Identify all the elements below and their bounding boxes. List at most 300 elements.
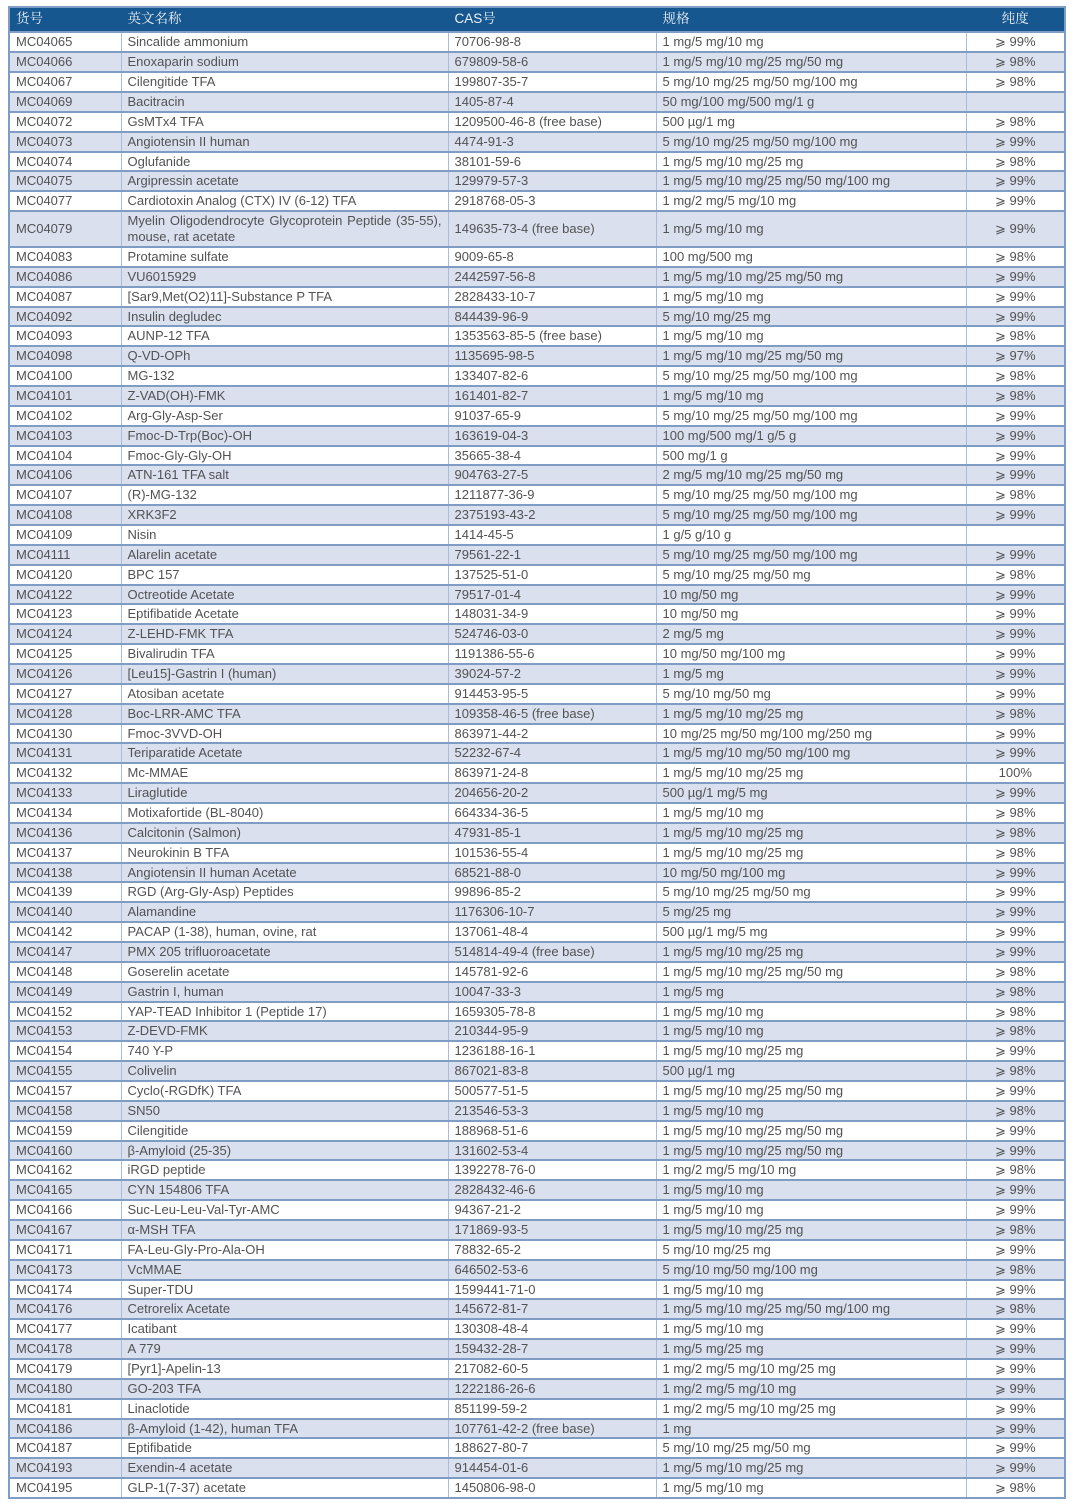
cas-cell: 863971-44-2 [448,724,656,744]
code-cell: MC04069 [9,92,121,112]
code-cell: MC04120 [9,565,121,585]
cas-cell: 107761-42-2 (free base) [448,1419,656,1439]
code-cell: MC04093 [9,326,121,346]
cas-cell: 1176306-10-7 [448,902,656,922]
purity-cell: ⩾ 99% [966,1458,1065,1478]
spec-cell: 1 mg/5 mg/10 mg [656,1002,966,1022]
purity-cell: ⩾ 98% [966,112,1065,132]
spec-cell: 1 mg/5 mg/10 mg/25 mg [656,1458,966,1478]
cas-cell: 904763-27-5 [448,465,656,485]
spec-cell: 1 mg/2 mg/5 mg/10 mg/25 mg [656,1399,966,1419]
code-cell: MC04186 [9,1419,121,1439]
code-cell: MC04122 [9,585,121,605]
cas-cell: 52232-67-4 [448,743,656,763]
name-cell: Super-TDU [121,1280,448,1300]
purity-cell: ⩾ 99% [966,783,1065,803]
spec-cell: 5 mg/10 mg/25 mg [656,307,966,327]
spec-cell: 1 mg/5 mg/10 mg/25 mg/50 mg/100 mg [656,171,966,191]
table-row [9,525,1065,545]
cas-cell: 109358-46-5 (free base) [448,704,656,724]
table-row [9,171,1065,191]
code-cell: MC04133 [9,783,121,803]
name-cell: ATN-161 TFA salt [121,465,448,485]
table-row [9,624,1065,644]
code-cell: MC04167 [9,1220,121,1240]
name-cell: Motixafortide (BL-8040) [121,803,448,823]
name-cell: Fmoc-D-Trp(Boc)-OH [121,426,448,446]
spec-cell: 10 mg/50 mg/100 mg [656,863,966,883]
table-row [9,763,1065,783]
purity-cell: ⩾ 99% [966,624,1065,644]
name-cell: Protamine sulfate [121,247,448,267]
cas-cell: 646502-53-6 [448,1260,656,1280]
purity-cell: ⩾ 99% [966,604,1065,624]
spec-cell: 1 mg/5 mg/10 mg/25 mg/50 mg [656,267,966,287]
purity-cell: ⩾ 98% [966,962,1065,982]
table-row [9,565,1065,585]
table-row [9,485,1065,505]
cas-cell: 1353563-85-5 (free base) [448,326,656,346]
table-row [9,704,1065,724]
name-cell: Bacitracin [121,92,448,112]
code-cell: MC04087 [9,287,121,307]
purity-cell: ⩾ 99% [966,1240,1065,1260]
table-row [9,922,1065,942]
code-cell: MC04152 [9,1002,121,1022]
spec-cell: 5 mg/10 mg/50 mg/100 mg [656,1260,966,1280]
code-cell: MC04108 [9,505,121,525]
table-row [9,783,1065,803]
code-cell: MC04128 [9,704,121,724]
spec-cell: 1 mg/5 mg/10 mg [656,1200,966,1220]
purity-cell: ⩾ 98% [966,1002,1065,1022]
spec-cell: 1 mg/5 mg/10 mg [656,1280,966,1300]
table-row [9,191,1065,211]
table-row [9,366,1065,386]
table-row [9,1339,1065,1359]
purity-cell: ⩾ 98% [966,565,1065,585]
table-row [9,1101,1065,1121]
code-cell: MC04149 [9,982,121,1002]
purity-cell: ⩾ 99% [966,1180,1065,1200]
purity-cell: ⩾ 99% [966,287,1065,307]
table-row [9,902,1065,922]
spec-cell: 1 mg/5 mg/10 mg/25 mg/50 mg [656,962,966,982]
spec-cell: 1 mg/5 mg/10 mg/25 mg/50 mg/100 mg [656,1299,966,1319]
name-cell: VU6015929 [121,267,448,287]
spec-cell: 1 mg/5 mg/10 mg/25 mg [656,843,966,863]
code-cell: MC04174 [9,1280,121,1300]
name-cell: Eptifibatide Acetate [121,604,448,624]
name-cell: Z-VAD(OH)-FMK [121,386,448,406]
cas-cell: 70706-98-8 [448,32,656,52]
purity-cell: ⩾ 99% [966,942,1065,962]
cas-cell: 4474-91-3 [448,132,656,152]
table-row [9,32,1065,52]
code-cell: MC04077 [9,191,121,211]
table-row [9,545,1065,565]
code-cell: MC04157 [9,1081,121,1101]
table-row [9,843,1065,863]
table-row [9,247,1065,267]
spec-cell: 100 mg/500 mg/1 g/5 g [656,426,966,446]
table-header [9,7,1065,32]
purity-cell: ⩾ 98% [966,386,1065,406]
cas-cell: 2442597-56-8 [448,267,656,287]
code-cell: MC04074 [9,152,121,172]
cas-cell: 2828433-10-7 [448,287,656,307]
column-header-spec: 规格 [656,7,966,32]
spec-cell: 1 mg/5 mg/10 mg/25 mg [656,763,966,783]
purity-cell: ⩾ 98% [966,485,1065,505]
spec-cell: 1 g/5 g/10 g [656,525,966,545]
purity-cell: ⩾ 98% [966,72,1065,92]
table-row [9,1220,1065,1240]
spec-cell: 100 mg/500 mg [656,247,966,267]
table-row [9,743,1065,763]
code-cell: MC04158 [9,1101,121,1121]
cas-cell: 91037-65-9 [448,406,656,426]
name-cell: Alarelin acetate [121,545,448,565]
cas-cell: 79561-22-1 [448,545,656,565]
code-cell: MC04178 [9,1339,121,1359]
purity-cell: ⩾ 99% [966,446,1065,466]
purity-cell: ⩾ 98% [966,1101,1065,1121]
code-cell: MC04098 [9,346,121,366]
table-row [9,962,1065,982]
purity-cell: ⩾ 99% [966,1359,1065,1379]
name-cell: Cyclo(-RGDfK) TFA [121,1081,448,1101]
code-cell: MC04066 [9,52,121,72]
table-row [9,1438,1065,1458]
cas-cell: 137061-48-4 [448,922,656,942]
cas-cell: 99896-85-2 [448,882,656,902]
code-cell: MC04104 [9,446,121,466]
code-cell: MC04125 [9,644,121,664]
name-cell: Cardiotoxin Analog (CTX) IV (6-12) TFA [121,191,448,211]
code-cell: MC04092 [9,307,121,327]
name-cell: Cilengitide TFA [121,72,448,92]
name-cell: VcMMAE [121,1260,448,1280]
name-cell: Boc-LRR-AMC TFA [121,704,448,724]
table-row [9,465,1065,485]
table-row [9,1200,1065,1220]
table-row [9,1021,1065,1041]
table-row [9,684,1065,704]
code-cell: MC04111 [9,545,121,565]
name-cell: Alamandine [121,902,448,922]
cas-cell: 1599441-71-0 [448,1280,656,1300]
cas-cell: 79517-01-4 [448,585,656,605]
cas-cell: 1659305-78-8 [448,1002,656,1022]
table-row [9,211,1065,247]
cas-cell: 133407-82-6 [448,366,656,386]
purity-cell: ⩾ 98% [966,1021,1065,1041]
name-cell: Nisin [121,525,448,545]
purity-cell [966,92,1065,112]
purity-cell: ⩾ 99% [966,1379,1065,1399]
purity-cell: ⩾ 99% [966,743,1065,763]
purity-cell: ⩾ 99% [966,684,1065,704]
table-row [9,1141,1065,1161]
code-cell: MC04086 [9,267,121,287]
cas-cell: 1405-87-4 [448,92,656,112]
code-cell: MC04193 [9,1458,121,1478]
spec-cell: 10 mg/50 mg/100 mg [656,644,966,664]
code-cell: MC04127 [9,684,121,704]
purity-cell: ⩾ 99% [966,585,1065,605]
product-catalog-table [8,6,1066,1499]
cas-cell: 130308-48-4 [448,1319,656,1339]
table-row [9,1299,1065,1319]
table-row [9,942,1065,962]
code-cell: MC04101 [9,386,121,406]
spec-cell: 1 mg/5 mg/10 mg/25 mg [656,1041,966,1061]
spec-cell: 10 mg/50 mg [656,585,966,605]
cas-cell: 1222186-26-6 [448,1379,656,1399]
code-cell: MC04134 [9,803,121,823]
code-cell: MC04102 [9,406,121,426]
purity-cell: ⩾ 98% [966,247,1065,267]
table-row [9,346,1065,366]
table-row [9,132,1065,152]
code-cell: MC04132 [9,763,121,783]
name-cell: Icatibant [121,1319,448,1339]
cas-cell: 137525-51-0 [448,565,656,585]
name-cell: Cilengitide [121,1121,448,1141]
cas-cell: 149635-73-4 (free base) [448,211,656,247]
cas-cell: 2828432-46-6 [448,1180,656,1200]
code-cell: MC04100 [9,366,121,386]
name-cell: Bivalirudin TFA [121,644,448,664]
purity-cell: ⩾ 98% [966,843,1065,863]
code-cell: MC04137 [9,843,121,863]
table-row [9,1280,1065,1300]
spec-cell: 1 mg/5 mg [656,982,966,1002]
spec-cell: 1 mg/5 mg/10 mg/25 mg/50 mg [656,1081,966,1101]
code-cell: MC04187 [9,1438,121,1458]
cas-cell: 2375193-43-2 [448,505,656,525]
table-row [9,604,1065,624]
spec-cell: 5 mg/10 mg/25 mg/50 mg/100 mg [656,366,966,386]
code-cell: MC04165 [9,1180,121,1200]
cas-cell: 163619-04-3 [448,426,656,446]
cas-cell: 171869-93-5 [448,1220,656,1240]
cas-cell: 1450806-98-0 [448,1478,656,1498]
name-cell: FA-Leu-Gly-Pro-Ala-OH [121,1240,448,1260]
spec-cell: 1 mg/5 mg/10 mg [656,1021,966,1041]
cas-cell: 1236188-16-1 [448,1041,656,1061]
table-row [9,1260,1065,1280]
name-cell: 740 Y-P [121,1041,448,1061]
purity-cell: ⩾ 98% [966,1061,1065,1081]
name-cell: Teriparatide Acetate [121,743,448,763]
cas-cell: 213546-53-3 [448,1101,656,1121]
name-cell: Neurokinin B TFA [121,843,448,863]
spec-cell: 5 mg/10 mg/25 mg/50 mg/100 mg [656,485,966,505]
purity-cell: 100% [966,763,1065,783]
code-cell: MC04140 [9,902,121,922]
name-cell: Enoxaparin sodium [121,52,448,72]
name-cell: Z-DEVD-FMK [121,1021,448,1041]
cas-cell: 2918768-05-3 [448,191,656,211]
purity-cell: ⩾ 98% [966,326,1065,346]
code-cell: MC04073 [9,132,121,152]
spec-cell: 1 mg/5 mg/10 mg/25 mg [656,152,966,172]
name-cell: Myelin Oligodendrocyte Glycoprotein Peptide (35-55), mouse, rat acetate [121,211,448,247]
table-row [9,326,1065,346]
purity-cell: ⩾ 98% [966,152,1065,172]
cas-cell: 204656-20-2 [448,783,656,803]
name-cell: PMX 205 trifluoroacetate [121,942,448,962]
spec-cell: 1 mg/5 mg/10 mg [656,1180,966,1200]
purity-cell: ⩾ 99% [966,211,1065,247]
table-row [9,1160,1065,1180]
purity-cell: ⩾ 99% [966,505,1065,525]
cas-cell: 148031-34-9 [448,604,656,624]
table-row [9,882,1065,902]
table-row [9,1240,1065,1260]
code-cell: MC04173 [9,1260,121,1280]
table-row [9,426,1065,446]
cas-cell: 199807-35-7 [448,72,656,92]
cas-cell: 217082-60-5 [448,1359,656,1379]
table-row [9,112,1065,132]
code-cell: MC04195 [9,1478,121,1498]
name-cell: Suc-Leu-Leu-Val-Tyr-AMC [121,1200,448,1220]
code-cell: MC04160 [9,1141,121,1161]
table-row [9,664,1065,684]
purity-cell: ⩾ 97% [966,346,1065,366]
name-cell: Q-VD-OPh [121,346,448,366]
table-row [9,386,1065,406]
spec-cell: 1 mg/5 mg/10 mg [656,211,966,247]
spec-cell: 5 mg/10 mg/25 mg/50 mg [656,565,966,585]
code-cell: MC04079 [9,211,121,247]
code-cell: MC04154 [9,1041,121,1061]
cas-cell: 131602-53-4 [448,1141,656,1161]
purity-cell: ⩾ 99% [966,465,1065,485]
cas-cell: 1414-45-5 [448,525,656,545]
table-row [9,1081,1065,1101]
spec-cell: 1 mg/2 mg/5 mg/10 mg [656,1160,966,1180]
cas-cell: 914453-95-5 [448,684,656,704]
cas-cell: 514814-49-4 (free base) [448,942,656,962]
spec-cell: 2 mg/5 mg [656,624,966,644]
table-row [9,287,1065,307]
cas-cell: 1191386-55-6 [448,644,656,664]
cas-cell: 9009-65-8 [448,247,656,267]
name-cell: Colivelin [121,1061,448,1081]
cas-cell: 39024-57-2 [448,664,656,684]
spec-cell: 500 µg/1 mg/5 mg [656,922,966,942]
column-header-purity: 纯度 [966,7,1065,32]
name-cell: Octreotide Acetate [121,585,448,605]
purity-cell: ⩾ 99% [966,32,1065,52]
purity-cell: ⩾ 99% [966,426,1065,446]
spec-cell: 500 mg/1 g [656,446,966,466]
code-cell: MC04109 [9,525,121,545]
code-cell: MC04126 [9,664,121,684]
cas-cell: 101536-55-4 [448,843,656,863]
purity-cell: ⩾ 98% [966,1160,1065,1180]
code-cell: MC04153 [9,1021,121,1041]
purity-cell: ⩾ 99% [966,406,1065,426]
cas-cell: 500577-51-5 [448,1081,656,1101]
spec-cell: 5 mg/10 mg/25 mg/50 mg/100 mg [656,505,966,525]
spec-cell: 1 mg/2 mg/5 mg/10 mg [656,1379,966,1399]
name-cell: AUNP-12 TFA [121,326,448,346]
cas-cell: 145672-81-7 [448,1299,656,1319]
name-cell: Liraglutide [121,783,448,803]
spec-cell: 1 mg/5 mg/25 mg [656,1339,966,1359]
spec-cell: 1 mg/5 mg/10 mg/25 mg/50 mg [656,1121,966,1141]
purity-cell: ⩾ 98% [966,366,1065,386]
purity-cell: ⩾ 99% [966,1280,1065,1300]
spec-cell: 500 µg/1 mg [656,1061,966,1081]
name-cell: Argipressin acetate [121,171,448,191]
purity-cell: ⩾ 99% [966,1339,1065,1359]
name-cell: α-MSH TFA [121,1220,448,1240]
cas-cell: 210344-95-9 [448,1021,656,1041]
purity-cell: ⩾ 98% [966,1299,1065,1319]
cas-cell: 863971-24-8 [448,763,656,783]
spec-cell: 1 mg/5 mg/10 mg [656,1478,966,1498]
cas-cell: 94367-21-2 [448,1200,656,1220]
table-row [9,505,1065,525]
cas-cell: 1209500-46-8 (free base) [448,112,656,132]
column-header-code: 货号 [9,7,121,32]
code-cell: MC04139 [9,882,121,902]
spec-cell: 1 mg/2 mg/5 mg/10 mg/25 mg [656,1359,966,1379]
name-cell: Insulin degludec [121,307,448,327]
cas-cell: 851199-59-2 [448,1399,656,1419]
code-cell: MC04148 [9,962,121,982]
name-cell: (R)-MG-132 [121,485,448,505]
purity-cell: ⩾ 98% [966,1220,1065,1240]
purity-cell: ⩾ 99% [966,644,1065,664]
spec-cell: 10 mg/25 mg/50 mg/100 mg/250 mg [656,724,966,744]
code-cell: MC04107 [9,485,121,505]
table-row [9,982,1065,1002]
cas-cell: 664334-36-5 [448,803,656,823]
cas-cell: 38101-59-6 [448,152,656,172]
cas-cell: 35665-38-4 [448,446,656,466]
cas-cell: 145781-92-6 [448,962,656,982]
table-row [9,724,1065,744]
cas-cell: 188968-51-6 [448,1121,656,1141]
name-cell: Gastrin I, human [121,982,448,1002]
spec-cell: 2 mg/5 mg/10 mg/25 mg/50 mg [656,465,966,485]
cas-cell: 679809-58-6 [448,52,656,72]
table-row [9,406,1065,426]
code-cell: MC04171 [9,1240,121,1260]
spec-cell: 1 mg/5 mg/10 mg/25 mg [656,704,966,724]
code-cell: MC04181 [9,1399,121,1419]
name-cell: PACAP (1-38), human, ovine, rat [121,922,448,942]
name-cell: MG-132 [121,366,448,386]
spec-cell: 1 mg/5 mg/10 mg/25 mg [656,1220,966,1240]
spec-cell: 1 mg/5 mg [656,664,966,684]
spec-cell: 1 mg/5 mg/10 mg/25 mg/50 mg [656,52,966,72]
name-cell: XRK3F2 [121,505,448,525]
purity-cell: ⩾ 99% [966,545,1065,565]
spec-cell: 1 mg/5 mg/10 mg [656,326,966,346]
table-row [9,267,1065,287]
purity-cell: ⩾ 99% [966,902,1065,922]
cas-cell: 524746-03-0 [448,624,656,644]
spec-cell: 5 mg/10 mg/25 mg/50 mg [656,882,966,902]
